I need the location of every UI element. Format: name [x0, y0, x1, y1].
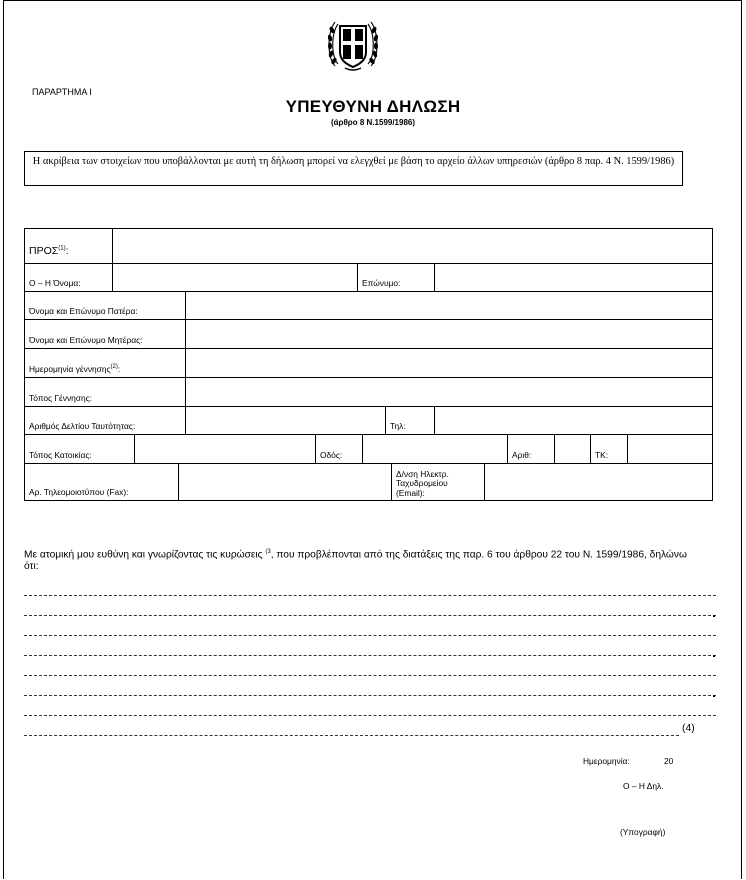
form-row-recipient — [25, 229, 712, 264]
surname-label: Επώνυμο: — [362, 278, 401, 288]
declaration-line-6[interactable] — [24, 695, 716, 696]
form-row-address — [25, 435, 712, 464]
father-field[interactable] — [186, 292, 712, 319]
number-field[interactable] — [555, 435, 591, 463]
residence-field[interactable] — [135, 435, 316, 463]
first-name-field[interactable] — [113, 264, 358, 291]
residence-label-cell — [25, 435, 135, 463]
postal-code-label-cell — [591, 435, 628, 463]
birth-place-label-cell — [25, 378, 186, 406]
fax-label-cell — [25, 464, 179, 500]
personal-details-form — [24, 228, 713, 501]
father-label: Όνομα και Επώνυμο Πατέρα: — [29, 306, 138, 316]
id-number-label-cell — [25, 407, 186, 434]
first-name-label-cell — [25, 264, 113, 291]
id-number-field[interactable] — [186, 407, 386, 434]
mother-label: Όνομα και Επώνυμο Μητέρας: — [29, 335, 143, 345]
declaration-line-3[interactable] — [24, 635, 716, 636]
street-label: Οδός: — [320, 450, 343, 460]
birth-date-label: Ημερομηνία γέννησης$^{(2)}$: — [29, 364, 121, 374]
declaration-line-8[interactable] — [24, 735, 679, 736]
line-end-mark — [713, 655, 715, 657]
surname-field[interactable] — [435, 264, 712, 291]
signature-label: (Υπογραφή) — [620, 827, 666, 837]
form-row-fax-email — [25, 464, 712, 500]
verification-notice: Η ακρίβεια των στοιχείων που υποβάλλονται με αυτή τη δήλωση μπορεί να ελεγχθεί με βάση το αρχείο άλλων υπηρεσιών (άρθρο 8 παρ. 4 Ν. 1599/1986) — [24, 151, 683, 186]
declaration-line-4[interactable] — [24, 655, 716, 656]
declaration-text: Με ατομική μου ευθύνη και γνωρίζοντας τις κυρώσεις $^{(3}$, που προβλέπονται από της διατάξεις της παρ. 6 του άρθρου 22 του Ν. 1599/1986, δηλώνω ότι: — [24, 549, 687, 573]
declaration-line-2[interactable] — [24, 615, 716, 616]
postal-code-label: ΤΚ: — [595, 450, 609, 460]
declarant-label: Ο – Η Δηλ. — [623, 781, 664, 791]
first-name-label: Ο – Η Όνομα: — [29, 278, 81, 288]
document-subtitle: (άρθρο 8 Ν.1599/1986) — [330, 118, 416, 127]
email-field[interactable] — [485, 464, 712, 500]
father-label-cell — [25, 292, 186, 319]
form-row-birth-date — [25, 349, 712, 378]
declaration-line-1[interactable] — [24, 595, 716, 596]
form-row-father — [25, 292, 712, 320]
fax-label: Αρ. Τηλεομοιοτύπου (Fax): — [29, 487, 129, 497]
form-row-birth-place — [25, 378, 712, 407]
phone-label-cell — [386, 407, 435, 434]
birth-date-field[interactable] — [186, 349, 712, 377]
fax-field[interactable] — [179, 464, 392, 500]
birth-place-label: Τόπος Γέννησης: — [29, 393, 92, 403]
mother-field[interactable] — [186, 320, 712, 348]
date-year-prefix[interactable]: 20 — [664, 756, 674, 766]
id-number-label: Αριθμός Δελτίου Ταυτότητας: — [29, 421, 136, 431]
line-end-mark — [713, 615, 715, 617]
footnote-4-marker: (4) — [682, 723, 695, 734]
form-row-id-phone — [25, 407, 712, 435]
email-label: Δ/νση Ηλεκτρ. Ταχυδρομείου (Email): — [396, 468, 449, 498]
number-label: Αριθ: — [512, 450, 532, 460]
street-label-cell — [316, 435, 363, 463]
residence-label: Τόπος Κατοικίας: — [29, 450, 92, 460]
postal-code-field[interactable] — [628, 435, 712, 463]
recipient-label: ΠΡΟΣ$^{(1)}$: — [29, 245, 69, 257]
recipient-field[interactable] — [113, 229, 712, 263]
declaration-line-7[interactable] — [24, 715, 716, 716]
form-row-mother — [25, 320, 712, 349]
surname-label-cell — [358, 264, 435, 291]
date-label: Ημερομηνία: — [583, 756, 630, 766]
email-label-cell — [392, 464, 485, 500]
recipient-label-cell — [25, 229, 113, 263]
line-end-mark — [713, 695, 715, 697]
phone-field[interactable] — [435, 407, 712, 434]
birth-place-field[interactable] — [186, 378, 712, 406]
greek-coat-of-arms-icon — [325, 14, 381, 74]
number-label-cell — [508, 435, 555, 463]
annex-label: ΠΑΡΑΡΤΗΜΑ Ι — [32, 87, 92, 97]
mother-label-cell — [25, 320, 186, 348]
street-field[interactable] — [363, 435, 508, 463]
declaration-line-5[interactable] — [24, 675, 716, 676]
form-row-name — [25, 264, 712, 292]
birth-date-label-cell — [25, 349, 186, 377]
document-title: ΥΠΕΥΘΥΝΗ ΔΗΛΩΣΗ — [285, 97, 461, 116]
phone-label: Τηλ: — [390, 421, 406, 431]
